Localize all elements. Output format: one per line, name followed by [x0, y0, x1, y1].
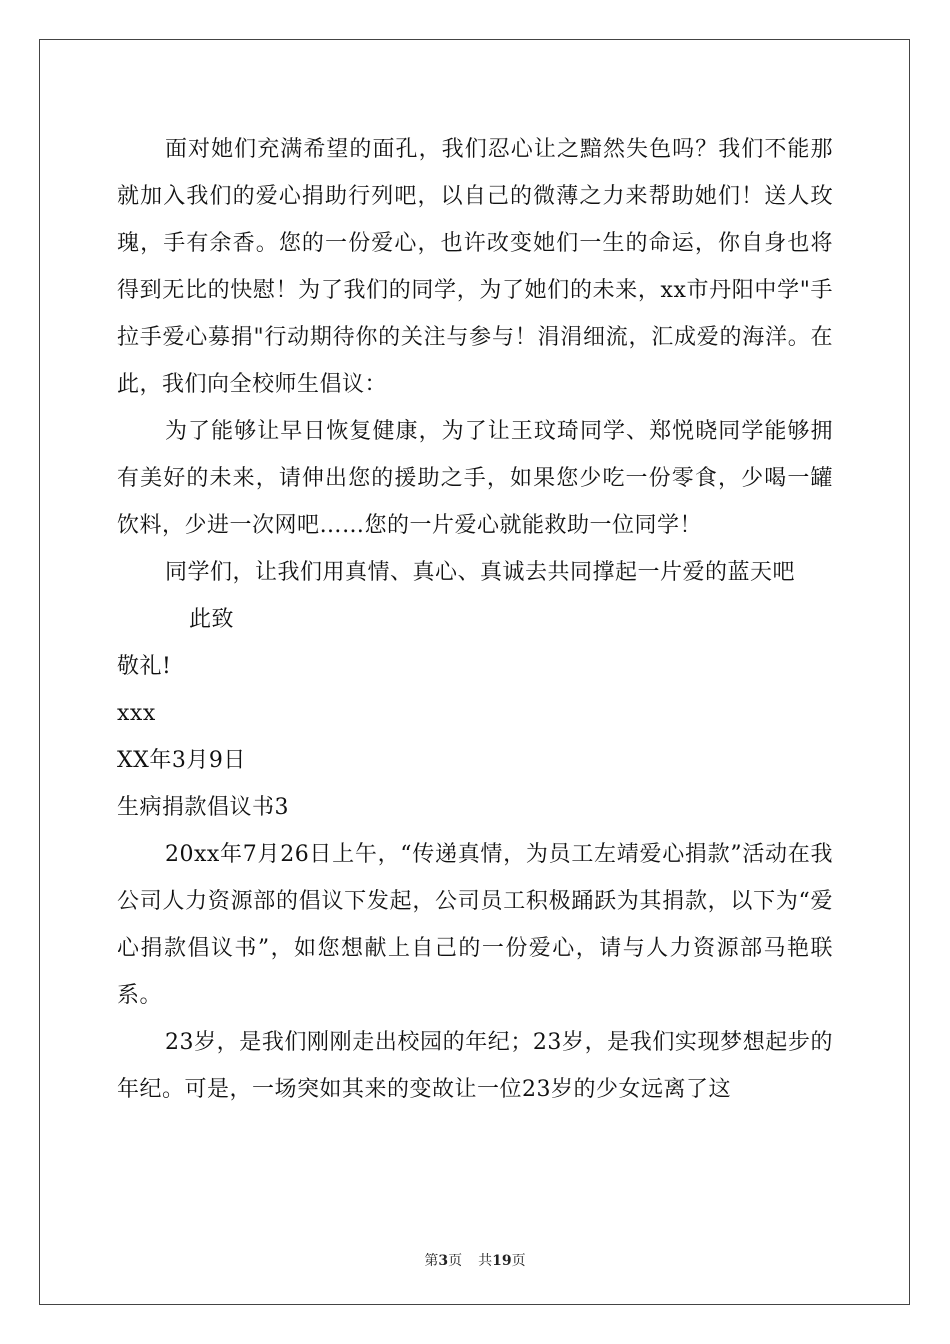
- date-line: XX年3月9日: [117, 748, 246, 773]
- footer-total-pages: 19: [492, 1253, 512, 1269]
- paragraph-event-intro: 20xx年7月26日上午，“传递真情，为员工左靖爱心捐款”活动在我公司人力资源部的倡议下发起，公司员工积极踊跃为其捐款，以下为“爱心捐款倡议书”，如您想献上自己的一份爱心，请与人力资源部马艳联系。: [117, 842, 833, 1008]
- section-heading: 生病捐款倡议书3: [117, 795, 289, 820]
- salutation-jingli: 敬礼!: [117, 654, 172, 679]
- footer-page-suffix: 页: [448, 1253, 463, 1269]
- page-footer: [0, 1250, 950, 1270]
- paragraph-help-request: 为了能够让早日恢复健康，为了让王玟琦同学、郑悦晓同学能够拥有美好的未来，请伸出您的援助之手，如果您少吃一份零食，少喝一罐饮料，少进一次网吧……您的一片爱心就能救助一位同学！: [117, 419, 833, 538]
- salutation-cizhi: 此致: [189, 607, 235, 632]
- paragraph-age-story: 23岁，是我们刚刚走出校园的年纪；23岁，是我们实现梦想起步的年纪。可是，一场突如其来的变故让一位23岁的少女远离了这: [117, 1030, 833, 1102]
- footer-page-prefix: 第: [424, 1253, 439, 1269]
- paragraph-appeal: 面对她们充满希望的面孔，我们忍心让之黯然失色吗？我们不能那就加入我们的爱心捐助行列吧，以自己的微薄之力来帮助她们！送人玫瑰，手有余香。您的一份爱心，也许改变她们一生的命运，你自身也将得到无比的快慰！为了我们的同学，为了她们的未来，xx市丹阳中学"手拉手爱心募捐"行动期待你的关注与参与！涓涓细流，汇成爱的海洋。在此，我们向全校师生倡议：: [117, 137, 833, 397]
- signature: xxx: [117, 701, 156, 726]
- footer-total-suffix: 页: [511, 1253, 526, 1269]
- footer-page-number: 3: [438, 1253, 449, 1269]
- paragraph-closing-call: 同学们，让我们用真情、真心、真诚去共同撑起一片爱的蓝天吧: [165, 560, 796, 585]
- footer-total-prefix: 共: [478, 1253, 493, 1269]
- document-body: [117, 126, 833, 1113]
